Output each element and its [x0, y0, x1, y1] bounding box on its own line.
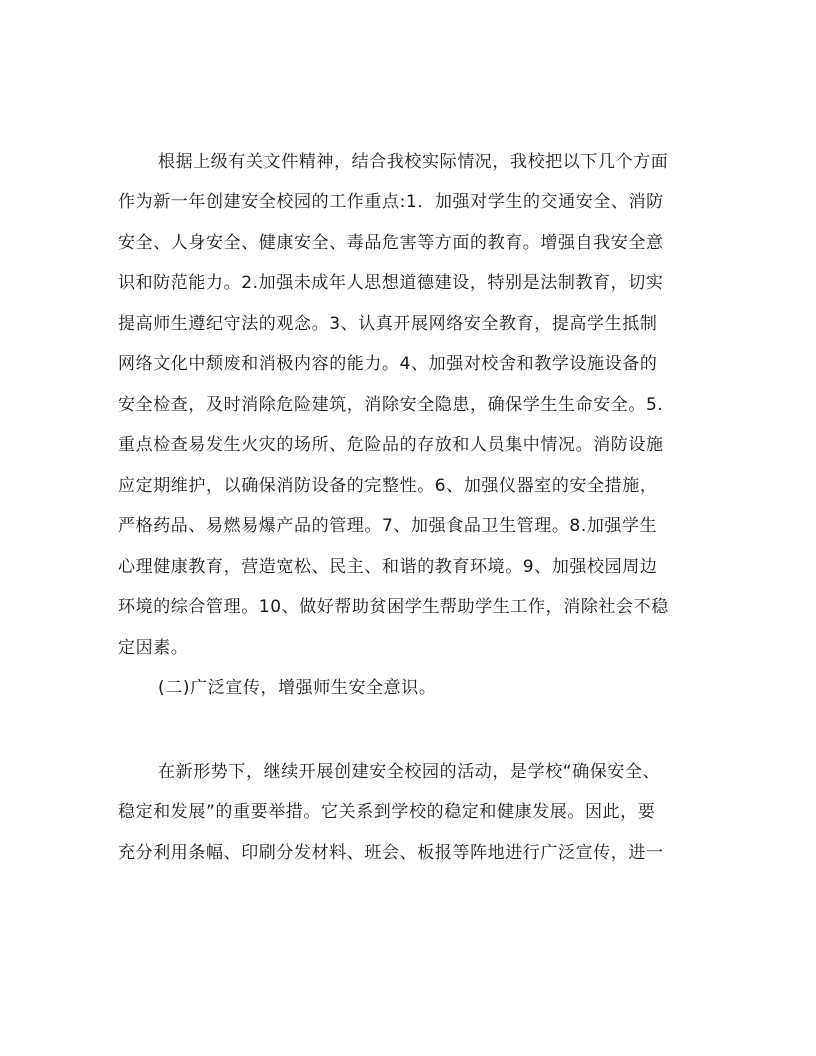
paragraph-1-line-9: 应定期维护，以确保消防设备的完整性。6、加强仪器室的安全措施， — [118, 476, 658, 496]
paragraph-2-line-3: 充分利用条幅、印刷分发材料、班会、板报等阵地进行广泛宣传，进一 — [118, 843, 664, 863]
paragraph-1-line-12: 环境的综合管理。10、做好帮助贫困学生帮助学生工作，消除社会不稳 — [118, 597, 669, 617]
paragraph-1-line-3: 安全、人身安全、健康安全、毒品危害等方面的教育。增强自我安全意 — [118, 233, 664, 253]
paragraph-1-line-7: 安全检查，及时消除危险建筑，消除安全隐患，确保学生生命安全。5. — [118, 395, 664, 415]
section-heading-2: (二)广泛宣传，增强师生安全意识。 — [158, 678, 437, 698]
paragraph-1-line-6: 网络文化中颓废和消极内容的能力。4、加强对校舍和教学设施设备的 — [118, 354, 658, 374]
paragraph-1-line-4: 识和防范能力。2.加强未成年人思想道德建设，特别是法制教育，切实 — [118, 273, 664, 293]
paragraph-1-line-1: 根据上级有关文件精神，结合我校实际情况，我校把以下几个方面 — [158, 152, 669, 172]
paragraph-1-line-11: 心理健康教育，营造宽松、民主、和谐的教育环境。9、加强校园周边 — [118, 557, 658, 577]
paragraph-1-line-8: 重点检查易发生火灾的场所、危险品的存放和人员集中情况。消防设施 — [118, 435, 664, 455]
paragraph-1-line-13: 定因素。 — [118, 638, 189, 658]
paragraph-1-line-2: 作为新一年创建安全校园的工作重点:1．加强对学生的交通安全、消防 — [118, 192, 664, 212]
paragraph-1-line-5: 提高师生遵纪守法的观念。3、认真开展网络安全教育，提高学生抵制 — [118, 314, 658, 334]
paragraph-2-line-1: 在新形势下，继续开展创建安全校园的活动，是学校“确保安全、 — [158, 762, 661, 782]
paragraph-1-line-10: 严格药品、易燃易爆产品的管理。7、加强食品卫生管理。8.加强学生 — [118, 516, 658, 536]
paragraph-2-line-2: 稳定和发展”的重要举措。它关系到学校的稳定和健康发展。因此，要 — [118, 802, 656, 822]
